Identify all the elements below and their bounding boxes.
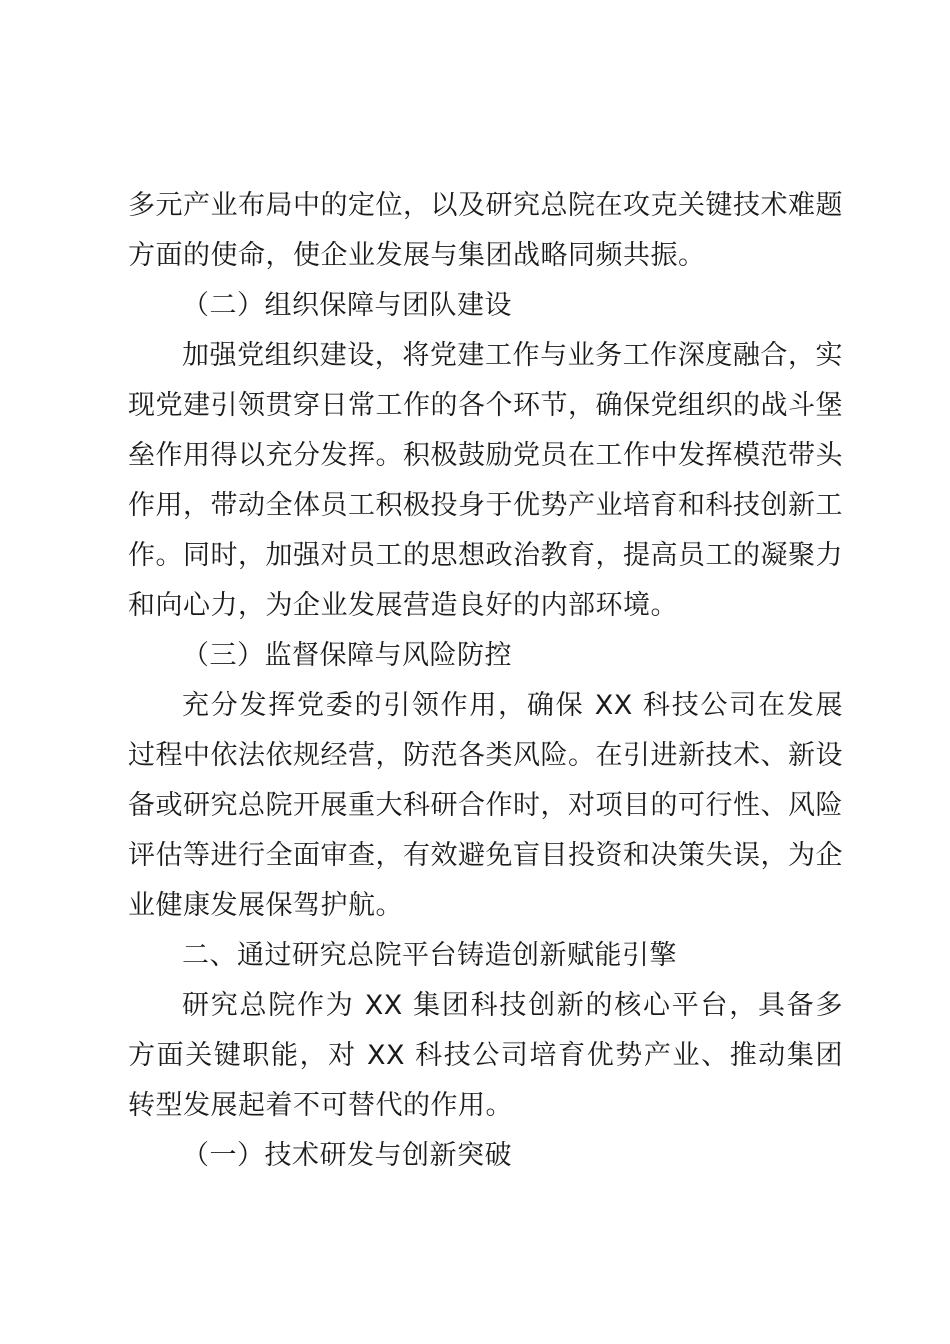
paragraph-supervision: 充分发挥党委的引领作用，确保 XX 科技公司在发展过程中依法依规经营，防范各类风险。在引进新技术、新设备或研究总院开展重大科研合作时，对项目的可行性、风险评估等进行全面审查，有效避免盲目投资和决策失误，为企业健康发展保驾护航。 bbox=[128, 690, 843, 921]
section-heading-supervision: （三）监督保障与风险防控 bbox=[182, 640, 512, 671]
section-heading-organization: （二）组织保障与团队建设 bbox=[182, 290, 512, 321]
section-heading-innovation-engine: 二、通过研究总院平台铸造创新赋能引擎 bbox=[182, 940, 677, 971]
paragraph-organization: 加强党组织建设，将党建工作与业务工作深度融合，实现党建引领贯穿日常工作的各个环节，确保党组织的战斗堡垒作用得以充分发挥。积极鼓励党员在工作中发挥模范带头作用，带动全体员工积极投身于优势产业培育和科技创新工作。同时，加强对员工的思想政治教育，提高员工的凝聚力和向心力，为企业发展营造良好的内部环境。 bbox=[128, 340, 843, 621]
section-heading-tech-rd: （一）技术研发与创新突破 bbox=[182, 1140, 512, 1171]
paragraph-research-institute: 研究总院作为 XX 集团科技创新的核心平台，具备多方面关键职能，对 XX 科技公司培育优势产业、推动集团转型发展起着不可替代的作用。 bbox=[128, 990, 843, 1121]
document-body bbox=[128, 181, 843, 1181]
paragraph-continued: 多元产业布局中的定位，以及研究总院在攻克关键技术难题方面的使命，使企业发展与集团战略同频共振。 bbox=[128, 190, 843, 271]
